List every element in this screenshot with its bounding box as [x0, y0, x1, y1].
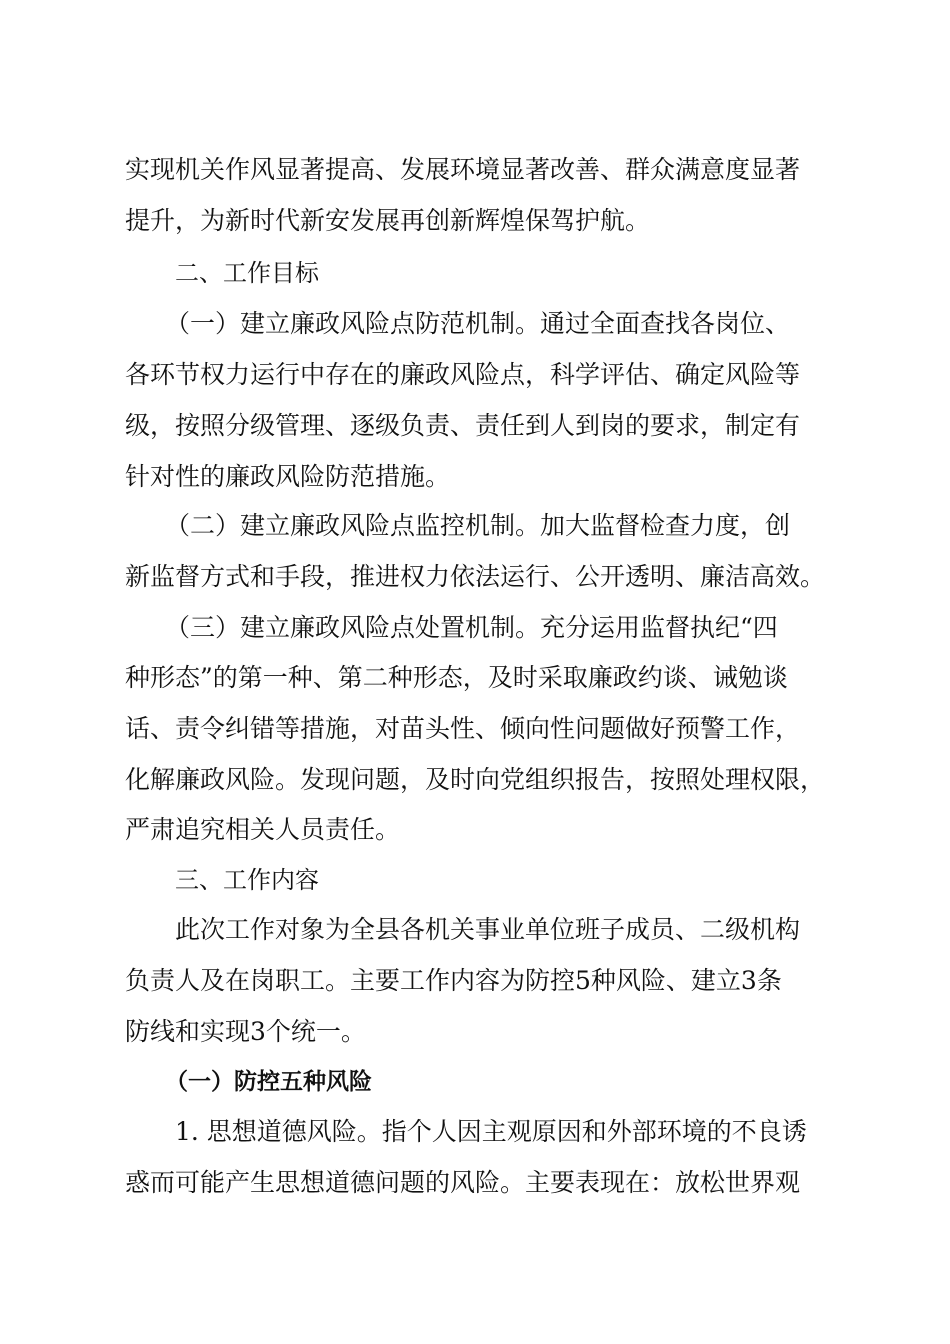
section-heading-text: 三、工作内容: [175, 866, 319, 894]
line-text: （二）建立廉政风险点监控机制。加大监督检查力度，创: [165, 511, 791, 540]
paragraph-line: [0, 304, 950, 344]
paragraph-line: [0, 709, 950, 749]
line-text: 严肃追究相关人员责任。: [125, 815, 401, 844]
section-heading: [0, 253, 950, 293]
line-text: （三）建立廉政风险点处置机制。充分运用监督执纪“四: [165, 613, 778, 642]
paragraph-line: [0, 810, 950, 850]
line-text: 级，按照分级管理、逐级负责、责任到人到岗的要求，制定有: [125, 411, 801, 440]
line-text: 提升，为新时代新安发展再创新辉煌保驾护航。: [125, 206, 651, 235]
line-text: （一）建立廉政风险点防范机制。通过全面查找各岗位、: [165, 309, 791, 338]
paragraph-line: [0, 608, 950, 648]
paragraph-line: [0, 760, 950, 800]
subsection-heading: [0, 1062, 950, 1102]
paragraph-line: [0, 557, 950, 597]
line-text: 各环节权力运行中存在的廉政风险点，科学评估、确定风险等: [125, 360, 801, 389]
line-text: 新监督方式和手段，推进权力依法运行、公开透明、廉洁高效。: [125, 562, 826, 591]
paragraph-line: [0, 1012, 950, 1052]
line-text: 实现机关作风显著提高、发展环境显著改善、群众满意度显著: [125, 155, 801, 184]
paragraph-line: [0, 961, 950, 1001]
line-text: 惑而可能产生思想道德问题的风险。主要表现在：放松世界观: [125, 1168, 801, 1197]
subsection-heading-text: （一）防控五种风险: [165, 1069, 372, 1095]
paragraph-line: [0, 1112, 950, 1152]
line-text: 1. 思想道德风险。指个人因主观原因和外部环境的不良诱: [175, 1117, 807, 1146]
paragraph-line: [0, 457, 950, 497]
paragraph-line: [0, 406, 950, 446]
line-text: 种形态”的第一种、第二种形态，及时采取廉政约谈、诫勉谈: [125, 663, 788, 692]
paragraph-line: [0, 1163, 950, 1203]
paragraph-line: [0, 658, 950, 698]
line-text: 此次工作对象为全县各机关事业单位班子成员、二级机构: [175, 915, 801, 944]
paragraph-line: [0, 355, 950, 395]
line-text: 针对性的廉政风险防范措施。: [125, 462, 451, 491]
section-heading-text: 二、工作目标: [175, 259, 319, 287]
paragraph-line: [0, 910, 950, 950]
line-text: 化解廉政风险。发现问题，及时向党组织报告，按照处理权限，: [125, 765, 826, 794]
paragraph-line: [0, 150, 950, 190]
line-text: 负责人及在岗职工。主要工作内容为防控5种风险、建立3条: [125, 966, 782, 995]
paragraph-line: [0, 201, 950, 241]
section-heading: [0, 860, 950, 900]
line-text: 话、责令纠错等措施，对苗头性、倾向性问题做好预警工作，: [125, 714, 801, 743]
paragraph-line: [0, 506, 950, 546]
line-text: 防线和实现3个统一。: [125, 1017, 366, 1046]
